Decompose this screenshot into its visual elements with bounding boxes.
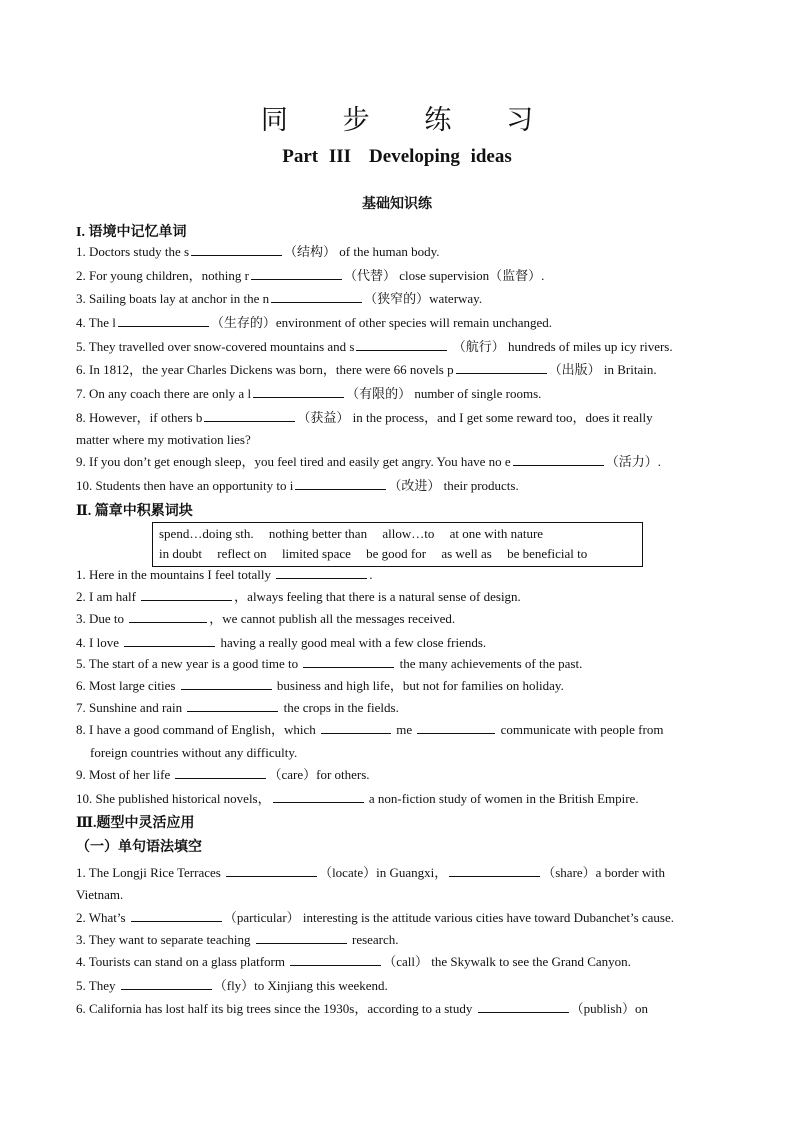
sec1-item-5: 5. They travelled over snow-covered mountains and s （航行） hundreds of miles up icy rivers.: [76, 339, 673, 354]
word-bank-item: reflect on: [217, 546, 267, 561]
sec2-item-6: 6. Most large cities business and high life，but not for families on holiday.: [76, 678, 564, 693]
answer-blank[interactable]: [226, 863, 317, 877]
sec3-item-3: 3. They want to separate teaching research.: [76, 932, 399, 947]
answer-blank[interactable]: [253, 384, 344, 398]
answer-blank[interactable]: [417, 720, 495, 734]
sec3-subheading: （一）单句语法填空: [76, 840, 202, 855]
section-heading: 基础知识练: [362, 197, 432, 212]
word-bank-item: be beneficial to: [507, 546, 588, 561]
answer-blank[interactable]: [478, 999, 569, 1013]
sec2-item-2: 2. I am half ，always feeling that there is a natural sense of design.: [76, 589, 521, 604]
answer-blank[interactable]: [456, 360, 547, 374]
answer-blank[interactable]: [303, 654, 394, 668]
sec1-item-3: 3. Sailing boats lay at anchor in the n （狭窄的）waterway.: [76, 291, 483, 306]
answer-blank[interactable]: [131, 908, 222, 922]
sec3-item-4: 4. Tourists can stand on a glass platform （call） the Skywalk to see the Grand Canyon.: [76, 954, 631, 969]
answer-blank[interactable]: [204, 408, 295, 422]
sec2-item-3: 3. Due to ，we cannot publish all the messages received.: [76, 611, 456, 626]
answer-blank[interactable]: [141, 587, 232, 601]
subtitle-part: Part III: [282, 146, 352, 167]
sec2-item-1: 1. Here in the mountains I feel totally .: [76, 567, 373, 582]
page-subtitle: [0, 146, 794, 168]
sec2-item-10: 10. She published historical novels， a non-fiction study of women in the British Empire.: [76, 791, 639, 806]
answer-blank[interactable]: [295, 476, 386, 490]
answer-blank[interactable]: [321, 720, 391, 734]
sec1-item-10: 10. Students then have an opportunity to i （改进） their products.: [76, 478, 519, 493]
answer-blank[interactable]: [129, 609, 207, 623]
word-bank-item: at one with nature: [449, 526, 544, 541]
word-bank-item: spend…doing sth.: [159, 526, 254, 541]
sec3-item-5: 5. They （fly）to Xinjiang this weekend.: [76, 978, 388, 993]
sec2-item-5: 5. The start of a new year is a good time to the many achievements of the past.: [76, 656, 583, 671]
subtitle-name: Developing ideas: [369, 146, 512, 167]
answer-blank[interactable]: [121, 976, 212, 990]
sec3-heading: Ⅲ.题型中灵活应用: [76, 816, 195, 831]
word-bank-box: [152, 522, 643, 567]
answer-blank[interactable]: [271, 289, 362, 303]
sec1-item-1: 1. Doctors study the s （结构） of the human body.: [76, 244, 440, 259]
sec2-item-7: 7. Sunshine and rain the crops in the fields.: [76, 700, 399, 715]
sec1-item-8: 8. However，if others b （获益） in the process，and I get some reward too，does it really: [76, 410, 653, 425]
sec2-item-9: 9. Most of her life （care）for others.: [76, 767, 370, 782]
sec2-item-4: 4. I love having a really good meal with a few close friends.: [76, 635, 487, 650]
sec2-heading: Ⅱ. 篇章中积累词块: [76, 504, 193, 519]
word-bank-item: in doubt: [159, 546, 202, 561]
sec3-item-1: 1. The Longji Rice Terraces （locate）in Guangxi， （share）a border with: [76, 865, 665, 880]
answer-blank[interactable]: [290, 952, 381, 966]
sec1-heading: I. 语境中记忆单词: [76, 225, 187, 240]
page-title: 同 步 练 习: [260, 105, 558, 135]
sec3-item-2: 2. What’s （particular） interesting is the attitude various cities have toward Dubanchet’s cause.: [76, 910, 675, 925]
sec2-item-8: 8. I have a good command of English，which me communicate with people from: [76, 722, 664, 737]
word-bank-item: nothing better than: [268, 526, 368, 541]
word-bank-item: be good for: [366, 546, 427, 561]
answer-blank[interactable]: [256, 930, 347, 944]
word-bank-item: limited space: [281, 546, 351, 561]
answer-blank[interactable]: [175, 765, 266, 779]
word-bank-item: as well as: [441, 546, 492, 561]
answer-blank[interactable]: [124, 633, 215, 647]
sec1-item-9: 9. If you don’t get enough sleep，you feel tired and easily get angry. You have no e （活力）.: [76, 454, 661, 469]
word-bank-item: allow…to: [382, 526, 435, 541]
answer-blank[interactable]: [181, 676, 272, 690]
sec3-item-1-cont: Vietnam.: [76, 887, 124, 902]
answer-blank[interactable]: [356, 337, 447, 351]
sec1-item-7: 7. On any coach there are only a l （有限的） number of single rooms.: [76, 386, 542, 401]
word-bank-row-1: [159, 524, 555, 544]
sec1-item-8-cont: matter where my motivation lies?: [76, 432, 251, 447]
answer-blank[interactable]: [276, 565, 367, 579]
sec1-item-6: 6. In 1812，the year Charles Dickens was born，there were 66 novels p （出版） in Britain.: [76, 362, 657, 377]
answer-blank[interactable]: [449, 863, 540, 877]
answer-blank[interactable]: [513, 452, 604, 466]
answer-blank[interactable]: [273, 789, 364, 803]
answer-blank[interactable]: [118, 313, 209, 327]
sec3-item-6: 6. California has lost half its big trees since the 1930s，according to a study （publish）on: [76, 1001, 648, 1016]
sec1-item-4: 4. The l （生存的）environment of other species will remain unchanged.: [76, 315, 553, 330]
sec1-item-2: 2. For young children，nothing r （代替） close supervision（监督）.: [76, 268, 545, 283]
answer-blank[interactable]: [187, 698, 278, 712]
sec2-item-8-cont: foreign countries without any difficulty.: [90, 745, 298, 760]
answer-blank[interactable]: [251, 266, 342, 280]
word-bank-row-2: [159, 544, 599, 564]
answer-blank[interactable]: [191, 242, 282, 256]
